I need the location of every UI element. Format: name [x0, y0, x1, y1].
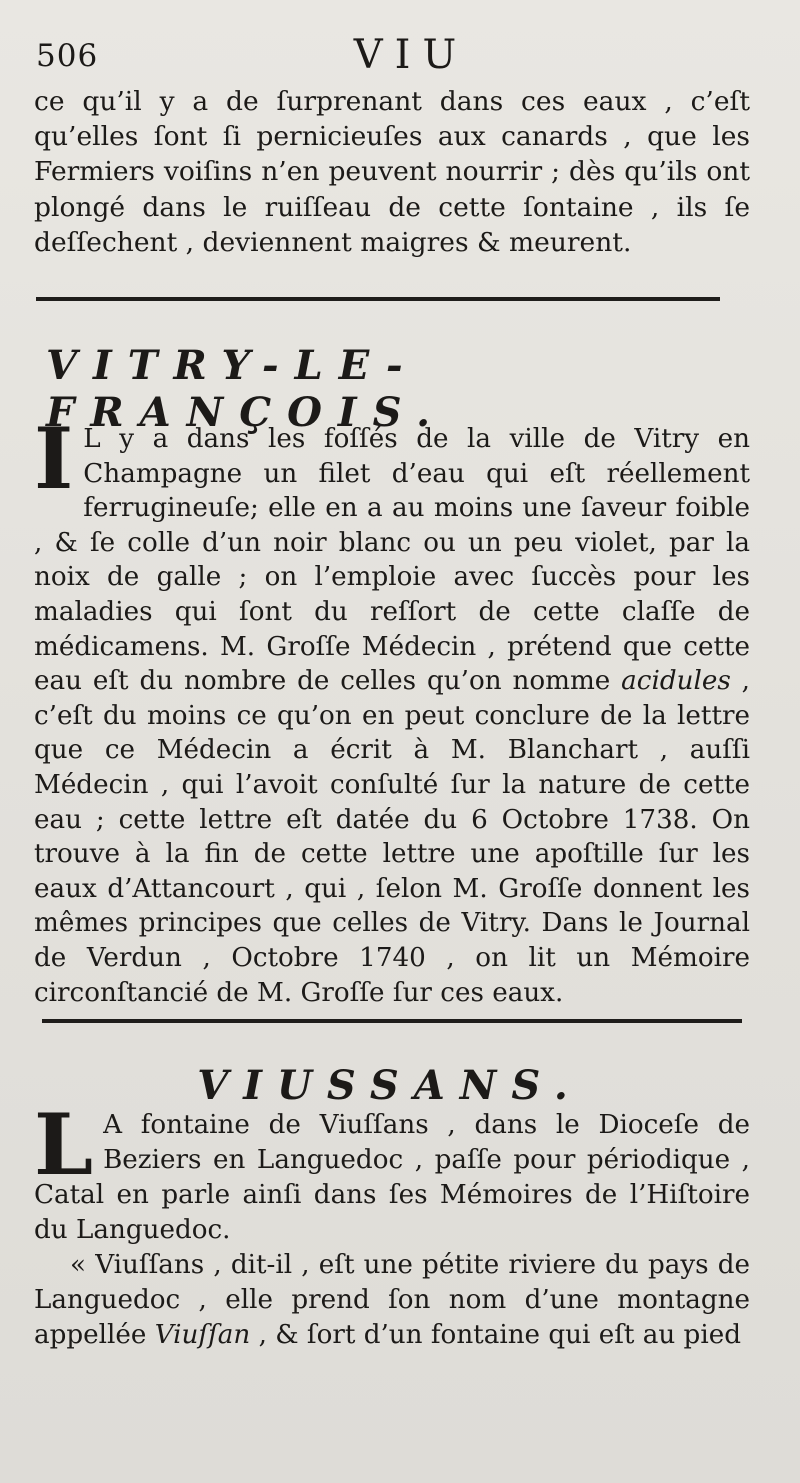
paragraph-text: , c’eſt du moins ce qu’on en peut conclure de la lettre que ce Médecin a écrit à M. Blanchart , auſſi Médecin , qui l’avoit conſulté ſur la nature de cette eau ; cette lettre eſt datée du 6 Octobre 1738. On trouve à la fin de cette lettre une apoſtille ſur les eaux d’Attancourt , qui , ſelon M. Groſſe donnent les mêmes principes que celles de Vitry. Dans le Journal de Verdun , Octobre 1740 , on lit un Mémoire circonſtancié de M. Groſſe ſur ces eaux.: [34, 666, 750, 1008]
drop-cap: L: [34, 1095, 94, 1194]
paragraph-viussans: [34, 1095, 750, 1353]
italic-term: Viuſſan: [154, 1320, 251, 1350]
quote-paragraph: [34, 1248, 750, 1353]
page-number: 506: [36, 38, 99, 74]
section-divider: [42, 1019, 742, 1023]
paragraph-vitry: [34, 409, 750, 1010]
paragraph-text: L y a dans les foſſés de la ville de Vitry en Champagne un filet d’eau qui eſt réellement ferrugineuſe; elle en a au moins une ſaveur foible , & ſe colle d’un noir blanc ou un peu violet, par la noix de galle ; on l’emploie avec ſuccès pour les maladies qui ſont du reſſort de cette claſſe de médicamens. M. Groſſe Médecin , prétend que cette eau eſt du nombre de celles qu’on nomme: [34, 424, 750, 697]
italic-term: acidules: [621, 666, 731, 697]
page-header: [36, 30, 756, 82]
section-title-vitry: VITRY-LE-FRANÇOIS.: [46, 342, 447, 436]
running-head: VIU: [353, 32, 469, 78]
paragraph-text: A fontaine de Viuſſans , dans le Dioceſe de Beziers en Languedoc , paſſe pour périodique , Catal en parle ainſi dans ſes Mémoires de l’Hiſtoire du Languedoc.: [34, 1110, 750, 1245]
section-divider: [36, 297, 720, 301]
paragraph: [34, 1095, 750, 1248]
quote-text: , & ſort d’un fontaine qui eſt au pied: [250, 1320, 741, 1350]
quote-text: « Viuſſans , dit-il , eſt une pétite riviere du pays de Languedoc , elle prend ſon nom d’une montagne appellée: [34, 1250, 750, 1350]
drop-cap: I: [34, 409, 74, 508]
intro-paragraph: ce qu’il y a de ſurprenant dans ces eaux , c’eſt qu’elles ſont ſi pernicieuſes aux canards , que les Fermiers voiſins n’en peuvent nourrir ; dès qu’ils ont plongé dans le ruiſſeau de cette ſontaine , ils ſe deſſechent , deviennent maigres & meurent.: [34, 86, 750, 258]
section-title-viussans: VIUSSANS.: [197, 1062, 583, 1109]
